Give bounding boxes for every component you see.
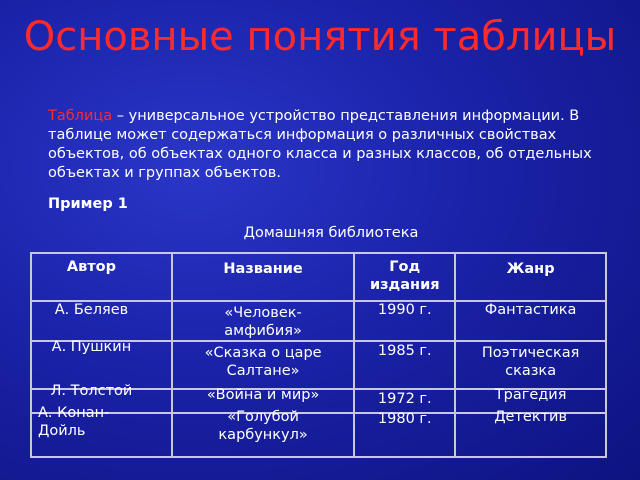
table-caption: Домашняя библиотека: [243, 225, 419, 241]
cell-title: «Голубой карбункул»: [172, 413, 354, 457]
table-row: [31, 413, 606, 457]
cell-year: 1980 г.: [354, 413, 455, 457]
table-header-row: [31, 253, 606, 301]
cell-author: Л. Толстой: [31, 389, 172, 413]
cell-genre: Поэтическая сказка: [455, 341, 606, 389]
example-label: Пример 1: [48, 196, 128, 212]
header-title: Название: [172, 253, 354, 301]
definition-term: Таблица: [48, 108, 113, 124]
cell-author: А. Пушкин: [31, 341, 172, 389]
definition-text: – универсальное устройство представления информации. В таблице может содержаться информация о различных свойствах объектов, об объектах одного класса и разных классов, об отдельных объектах и группах объектов.: [48, 108, 592, 181]
cell-year: 1972 г.: [354, 389, 455, 413]
cell-author: А. Конан-Дойль: [31, 413, 172, 457]
cell-year: 1985 г.: [354, 341, 455, 389]
definition-paragraph: [48, 107, 608, 183]
slide-title: Основные понятия таблицы: [23, 14, 617, 60]
cell-year: 1990 г.: [354, 301, 455, 341]
table-row: [31, 301, 606, 341]
cell-title: «Война и мир»: [172, 389, 354, 413]
cell-genre: Детектив: [455, 413, 606, 457]
header-author: Автор: [31, 253, 172, 301]
header-genre: Жанр: [455, 253, 606, 301]
cell-genre: Трагедия: [455, 389, 606, 413]
header-year: Год издания: [354, 253, 455, 301]
cell-genre: Фантастика: [455, 301, 606, 341]
cell-author: А. Беляев: [31, 301, 172, 341]
library-table: [30, 252, 607, 458]
cell-title: «Человек-амфибия»: [172, 301, 354, 341]
cell-title: «Сказка о царе Салтане»: [172, 341, 354, 389]
